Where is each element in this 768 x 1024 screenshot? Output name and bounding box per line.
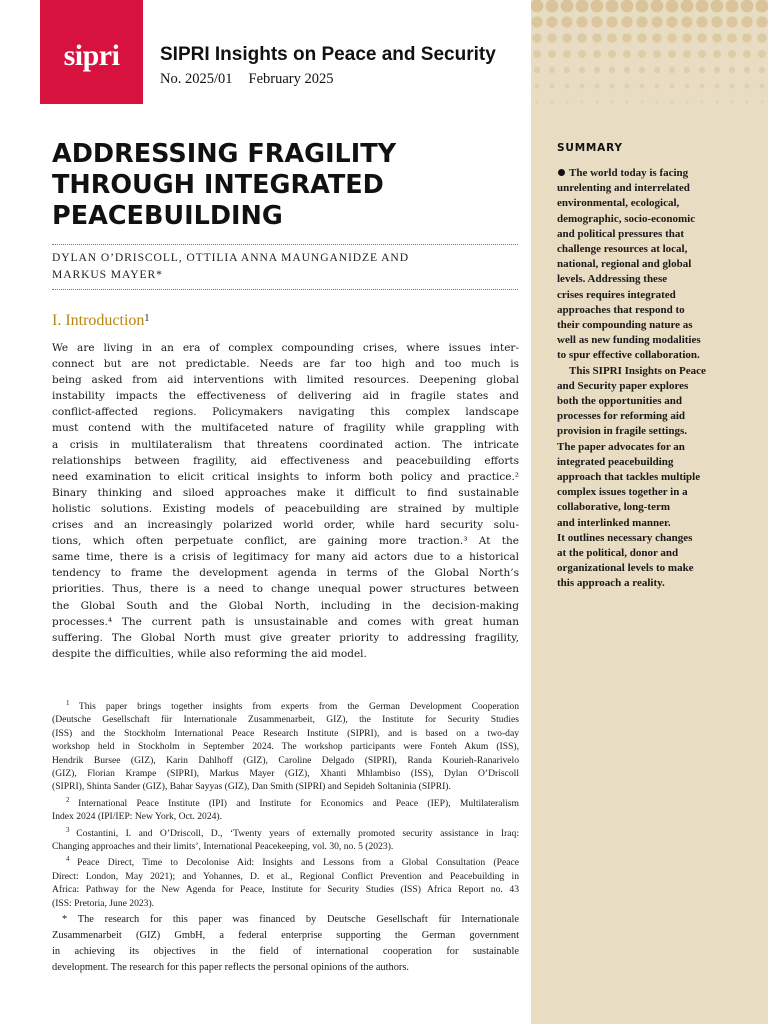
pattern-dot (546, 16, 557, 27)
footnote-line (52, 727, 519, 740)
summary-line (557, 424, 752, 439)
summary-line-text: The paper advocates for an (557, 440, 685, 453)
funding-line: development. The research for this paper reflects the personal opinions of the authors. (52, 962, 410, 973)
divider (52, 289, 518, 290)
pattern-dot (728, 50, 736, 58)
summary-line-text: approach that tackles multiple (557, 471, 701, 484)
body-line: the Global South and the Global North, including in the decision-making (52, 599, 519, 612)
authors-line: DYLAN O’DRISCOLL, OTTILIA ANNA MAUNGANIDZE AND (52, 251, 409, 264)
summary-line-text: It outlines necessary changes (557, 531, 693, 544)
summary-line-text: challenge resources at local, (557, 243, 688, 256)
footnote-text: workshop held in Stockholm in September 2024. The workshop participants were Fonteh Akum (ISS), (52, 741, 519, 753)
pattern-dot (682, 33, 692, 43)
authors (52, 249, 472, 283)
summary-line (557, 227, 752, 242)
issue-info (160, 71, 349, 88)
pattern-dot (639, 67, 645, 73)
footnote-text: Africa: Pathway for the New Agenda for Peace, Institute for Security Studies (ISS) Africa Report no. 43 (52, 884, 519, 896)
sipri-logo (40, 0, 143, 104)
summary-line (557, 500, 752, 515)
footnote-text: (ISS: Pretoria, June 2023). (52, 897, 155, 909)
pattern-dot (715, 84, 720, 89)
funding-note (52, 912, 519, 976)
summary-line-text: integrated peacebuilding (557, 455, 674, 468)
body-line: priorities. Thus, there is a need to change unequal power structures between (52, 583, 519, 596)
pattern-dot (699, 67, 705, 73)
summary-line-text: demographic, socio-economic (557, 212, 696, 225)
summary-line (557, 348, 752, 363)
pattern-dot (714, 67, 720, 73)
body-line: tions, which often perpetuate conflict, are gaining more traction.³ At the (52, 535, 519, 548)
body-line: conflict-affected regions. Policymakers navigating this complex landscape (52, 406, 519, 419)
summary-line (557, 455, 752, 470)
pattern-dot (712, 33, 722, 43)
footnote-line (52, 794, 519, 810)
pattern-dot (726, 16, 737, 27)
pattern-dot (741, 16, 752, 27)
footnote-number: 4 (66, 855, 78, 864)
footnote-number: 1 (66, 699, 79, 707)
pattern-dot (533, 50, 541, 58)
body-line: despite the difficulties, while also reforming the aid model. (52, 647, 367, 660)
footnote-text: (GIZ), Florian Krampe (SIPRI), Markus Mayer (GIZ), Xhanti Mhlambiso (ISS), Dylan O’Driscoll (52, 768, 519, 780)
funding-line: * The research for this paper was financed by Deutsche Gesellschaft für Internationale (62, 914, 519, 925)
footnotes (52, 697, 519, 910)
summary-line (557, 181, 752, 196)
pattern-dot (608, 50, 616, 58)
footnote-line (52, 754, 519, 767)
pattern-dot (640, 100, 643, 103)
pattern-dot (696, 16, 707, 27)
summary-line-text: complex issues together in a (557, 486, 688, 499)
pattern-dot (636, 16, 647, 27)
bullet-icon (558, 169, 565, 176)
pattern-dot (564, 67, 570, 73)
pattern-dot (670, 84, 675, 89)
pattern-dot (666, 16, 677, 27)
summary-line-text: and political pressures that (557, 227, 685, 240)
summary-line (557, 470, 752, 485)
pattern-dot (625, 84, 630, 89)
pattern-dot (565, 84, 570, 89)
summary-line (557, 379, 752, 394)
pattern-dot (578, 50, 586, 58)
footnote-line (52, 740, 519, 753)
body-line: same time, there is a crisis of legitimacy for many aid actors due to a historical (52, 551, 519, 564)
footnote-line (52, 713, 519, 726)
title-line: THROUGH INTEGRATED (52, 170, 384, 200)
pattern-dot (595, 100, 598, 103)
summary-line (557, 212, 752, 227)
summary-line-text: at the political, donor and (557, 547, 679, 560)
footnote-line (52, 840, 519, 853)
footnote-line (52, 767, 519, 780)
footnote-text: Index 2024 (IPI/IEP: New York, Oct. 2024). (52, 811, 223, 823)
pattern-dot (651, 16, 662, 27)
title-line: ADDRESSING FRAGILITY (52, 139, 397, 169)
pattern-dot (700, 84, 705, 89)
pattern-dot (640, 84, 645, 89)
body-line: suffering. The Global North must give greater priority to addressing fragility, (52, 631, 519, 644)
pattern-dot (579, 67, 585, 73)
summary-line-text: This SIPRI Insights on Peace (569, 364, 706, 377)
pattern-dot (535, 84, 540, 89)
funding-line: in achieving its objectives in the field of international cooperation for sustainable (52, 946, 519, 957)
pattern-dot (698, 50, 706, 58)
pattern-dot (577, 33, 587, 43)
pattern-dot (654, 67, 660, 73)
pattern-dot (756, 0, 768, 12)
body-line: We are living in an era of complex compounding crises, where issues inter- (52, 342, 519, 354)
pattern-dot (531, 0, 543, 12)
summary-line-text: and Security paper explores (557, 379, 689, 392)
pattern-dot (711, 0, 724, 12)
pattern-dot (742, 33, 752, 43)
pattern-dot (594, 67, 600, 73)
pattern-dot (624, 67, 630, 73)
summary-line (557, 272, 752, 287)
pattern-dot (531, 16, 542, 27)
pattern-dot (621, 0, 634, 12)
pattern-dot (534, 67, 540, 73)
summary-text (557, 166, 752, 592)
summary-line-text: to spur effective collaboration. (557, 349, 700, 362)
summary-line-text: organizational levels to make (557, 562, 694, 575)
footnote-line (52, 883, 519, 896)
footnote-number: 3 (66, 825, 77, 834)
body-line: Binary thinking and siloed approaches make it difficult to find sustainable (52, 486, 519, 499)
pattern-dot (743, 50, 751, 58)
summary-line (557, 394, 752, 409)
pattern-dot (638, 50, 646, 58)
summary-line (557, 440, 752, 455)
body-line: relationships between fragility, aid effectiveness and peacebuilding efforts (52, 454, 519, 467)
divider (52, 244, 518, 245)
pattern-dot (622, 33, 632, 43)
footnote (52, 853, 519, 910)
footnote-line (52, 697, 519, 713)
summary-line-text: both the opportunities and (557, 395, 683, 408)
footnote-text: Peace Direct, Time to Decolonise Aid: Insights and Lessons from a Global Consultation (Peace (77, 857, 519, 869)
pattern-dot (655, 84, 660, 89)
body-line: a crisis in multilateralism that threatens coordinated action. The intricate (52, 438, 519, 451)
pattern-dot (546, 0, 559, 12)
pattern-dot (727, 33, 737, 43)
pattern-dot (668, 50, 676, 58)
pattern-dot (700, 100, 703, 103)
pattern-dot (685, 84, 690, 89)
logo-text: sipri (63, 39, 120, 72)
footnote (52, 697, 519, 794)
body-line: tendency to frame the development agenda in terms of the Global North’s (52, 567, 519, 580)
pattern-dot (550, 100, 553, 103)
pattern-dot (681, 16, 692, 27)
summary-line-text: their compounding nature as (557, 319, 693, 332)
pattern-dot (636, 0, 649, 12)
pattern-dot (606, 16, 617, 27)
pattern-dot (550, 84, 555, 89)
summary-line-text: and interlinked manner. (557, 516, 671, 529)
pattern-dot (607, 33, 617, 43)
footnote-number: 2 (66, 795, 79, 804)
body-line: processes.⁴ The current path is unsustainable and comes with great human (52, 615, 519, 628)
pattern-dot (610, 100, 613, 103)
pattern-dot (609, 67, 615, 73)
footnote-marker: 1 (144, 313, 150, 324)
body-line: instability impacts the effectiveness of delivering aid in fragile states and (52, 390, 519, 403)
pattern-dot (623, 50, 631, 58)
body-line: must contend with the multifaceted nature of fragility while grappling with (52, 422, 519, 435)
summary-line (557, 242, 752, 257)
pattern-dot (760, 100, 763, 103)
summary-line (557, 561, 752, 576)
body-line: crises and an increasingly polarized world order, while hard security solu- (52, 519, 519, 532)
pattern-dot (606, 0, 619, 12)
summary-line (557, 257, 752, 272)
summary-line (557, 318, 752, 333)
pattern-dot (576, 16, 587, 27)
pattern-dot (592, 33, 602, 43)
pattern-dot (711, 16, 722, 27)
pattern-dot (580, 84, 585, 89)
pattern-dot (669, 67, 675, 73)
footnote-text: This paper brings together insights from experts from the German Development Cooperation (78, 701, 519, 712)
footnote-text: International Peace Institute (IPI) and Institute for Economics and Peace (IEP), Multilateralism (78, 797, 519, 809)
footnote-line (52, 870, 519, 883)
body-line: holistic solutions. Existing models of peacebuilding are strained by multiple (52, 502, 519, 515)
pattern-dot (547, 33, 557, 43)
summary-line-text: national, regional and global (557, 258, 692, 271)
body-line: need examination to elicit critical insights to inform both policy and practice.² (52, 470, 519, 483)
pattern-dot (696, 0, 709, 12)
pattern-dot (565, 100, 568, 103)
summary-line-text: well as new funding modalities (557, 334, 701, 347)
summary-line (557, 516, 752, 531)
summary-line-text: environmental, ecological, (557, 197, 680, 210)
summary-line-text: approaches that respond to (557, 303, 685, 316)
footnote-line (52, 853, 519, 869)
pattern-dot (666, 0, 679, 12)
pattern-dot (549, 67, 555, 73)
pattern-dot (667, 33, 677, 43)
pattern-dot (681, 0, 694, 12)
pattern-dot (759, 67, 765, 73)
summary-line-text: collaborative, long-term (557, 501, 671, 514)
pattern-dot (625, 100, 628, 103)
pattern-dot (651, 0, 664, 12)
summary-line-text: The world today is facing (569, 167, 689, 179)
summary-line (557, 333, 752, 348)
summary-line-text: this approach a reality. (557, 577, 665, 590)
pattern-dot (610, 84, 615, 89)
series-title: SIPRI Insights on Peace and Security (160, 44, 496, 65)
summary-line (557, 288, 752, 303)
pattern-dot (576, 0, 589, 12)
summary-heading: SUMMARY (557, 142, 623, 154)
pattern-dot (745, 84, 750, 89)
footnote (52, 794, 519, 824)
pattern-dot (715, 100, 718, 103)
pattern-dot (756, 16, 767, 27)
pattern-dot (697, 33, 707, 43)
pattern-dot (563, 50, 571, 58)
pattern-dot (713, 50, 721, 58)
pattern-dot (760, 84, 765, 89)
footnote (52, 824, 519, 854)
pattern-dot (670, 100, 673, 103)
summary-line (557, 546, 752, 561)
footnote-line (52, 780, 519, 793)
pattern-dot (683, 50, 691, 58)
summary-line (557, 409, 752, 424)
dot-pattern-decoration (531, 0, 768, 112)
pattern-dot (621, 16, 632, 27)
pattern-dot (684, 67, 690, 73)
pattern-dot (548, 50, 556, 58)
title-line: PEACEBUILDING (52, 201, 283, 231)
pattern-dot (591, 0, 604, 12)
pattern-dot (593, 50, 601, 58)
footnote-line (52, 824, 519, 840)
pattern-dot (561, 0, 574, 12)
pattern-dot (532, 33, 542, 43)
pattern-dot (653, 50, 661, 58)
summary-line (557, 196, 752, 211)
summary-line-text: levels. Addressing these (557, 273, 668, 286)
summary-line-text: crises requires integrated (557, 288, 676, 301)
issue-date: February 2025 (248, 71, 334, 87)
pattern-dot (726, 0, 739, 12)
summary-line-text: processes for reforming aid (557, 410, 686, 423)
section-heading-text: I. Introduction (52, 312, 145, 329)
pattern-dot (730, 100, 733, 103)
body-line: connect but are not predictable. Needs are far too high and too much is (52, 358, 519, 371)
authors-line: MARKUS MAYER* (52, 268, 163, 281)
pattern-dot (758, 50, 766, 58)
funding-line: Zusammenarbeit (GIZ) GmbH, a federal enterprise supporting the German government (52, 930, 519, 941)
summary-line (557, 531, 752, 546)
pattern-dot (580, 100, 583, 103)
footnote-text: (Deutsche Gesellschaft für Internationale Zusammenarbeit, GIZ), the Institute for Security Studies (52, 714, 519, 726)
body-line: being asked from aid interventions with limited resources. Deepening global (52, 374, 519, 387)
summary-line-text: unrelenting and interrelated (557, 182, 690, 195)
footnote-text: (ISS) and the Stockholm International Peace Research Institute (SIPRI), and is based on a two-day (52, 727, 519, 739)
section-heading (52, 312, 149, 330)
pattern-dot (729, 67, 735, 73)
summary-line (557, 485, 752, 500)
footnote-text: Changing approaches and their limits’, International Peacekeeping, vol. 30, no. 5 (2023). (52, 841, 394, 853)
pattern-dot (561, 16, 572, 27)
pattern-dot (535, 100, 538, 103)
summary-line-text: provision in fragile settings. (557, 425, 687, 438)
footnote-text: Direct: London, May 2021); and Yohannes, D. et al., Regional Conflict Prevention and Peacebuilding in (52, 870, 519, 882)
pattern-dot (685, 100, 688, 103)
summary-line (557, 166, 752, 181)
footnote-line (52, 897, 519, 910)
issue-number: No. 2025/01 (160, 71, 233, 87)
pattern-dot (637, 33, 647, 43)
summary-line (557, 303, 752, 318)
summary-line (557, 576, 752, 591)
footnote-text: Costantini, I. and O’Driscoll, D., ‘Twenty years of externally promoted security assistance in Iraq: (76, 827, 519, 839)
footnote-text: (SIPRI), Shinta Sander (GIZ), Bahar Sayyas (GIZ), Dan Smith (SIPRI) and Sepideh Soltaninia (SIPRI). (52, 781, 451, 793)
pattern-dot (757, 33, 767, 43)
footnote-text: Hendrik Bursee (GIZ), Karin Dahlhoff (GIZ), Caroline Delgado (SIPRI), Randa Kourieh-Ranarivelo (52, 754, 519, 766)
pattern-dot (655, 100, 658, 103)
paper-title (52, 139, 492, 232)
footnote-line (52, 810, 519, 823)
pattern-dot (595, 84, 600, 89)
pattern-dot (591, 16, 602, 27)
pattern-dot (730, 84, 735, 89)
pattern-dot (741, 0, 754, 12)
pattern-dot (562, 33, 572, 43)
body-text (52, 340, 519, 662)
pattern-dot (745, 100, 748, 103)
summary-line (557, 364, 752, 379)
pattern-dot (652, 33, 662, 43)
pattern-dot (744, 67, 750, 73)
